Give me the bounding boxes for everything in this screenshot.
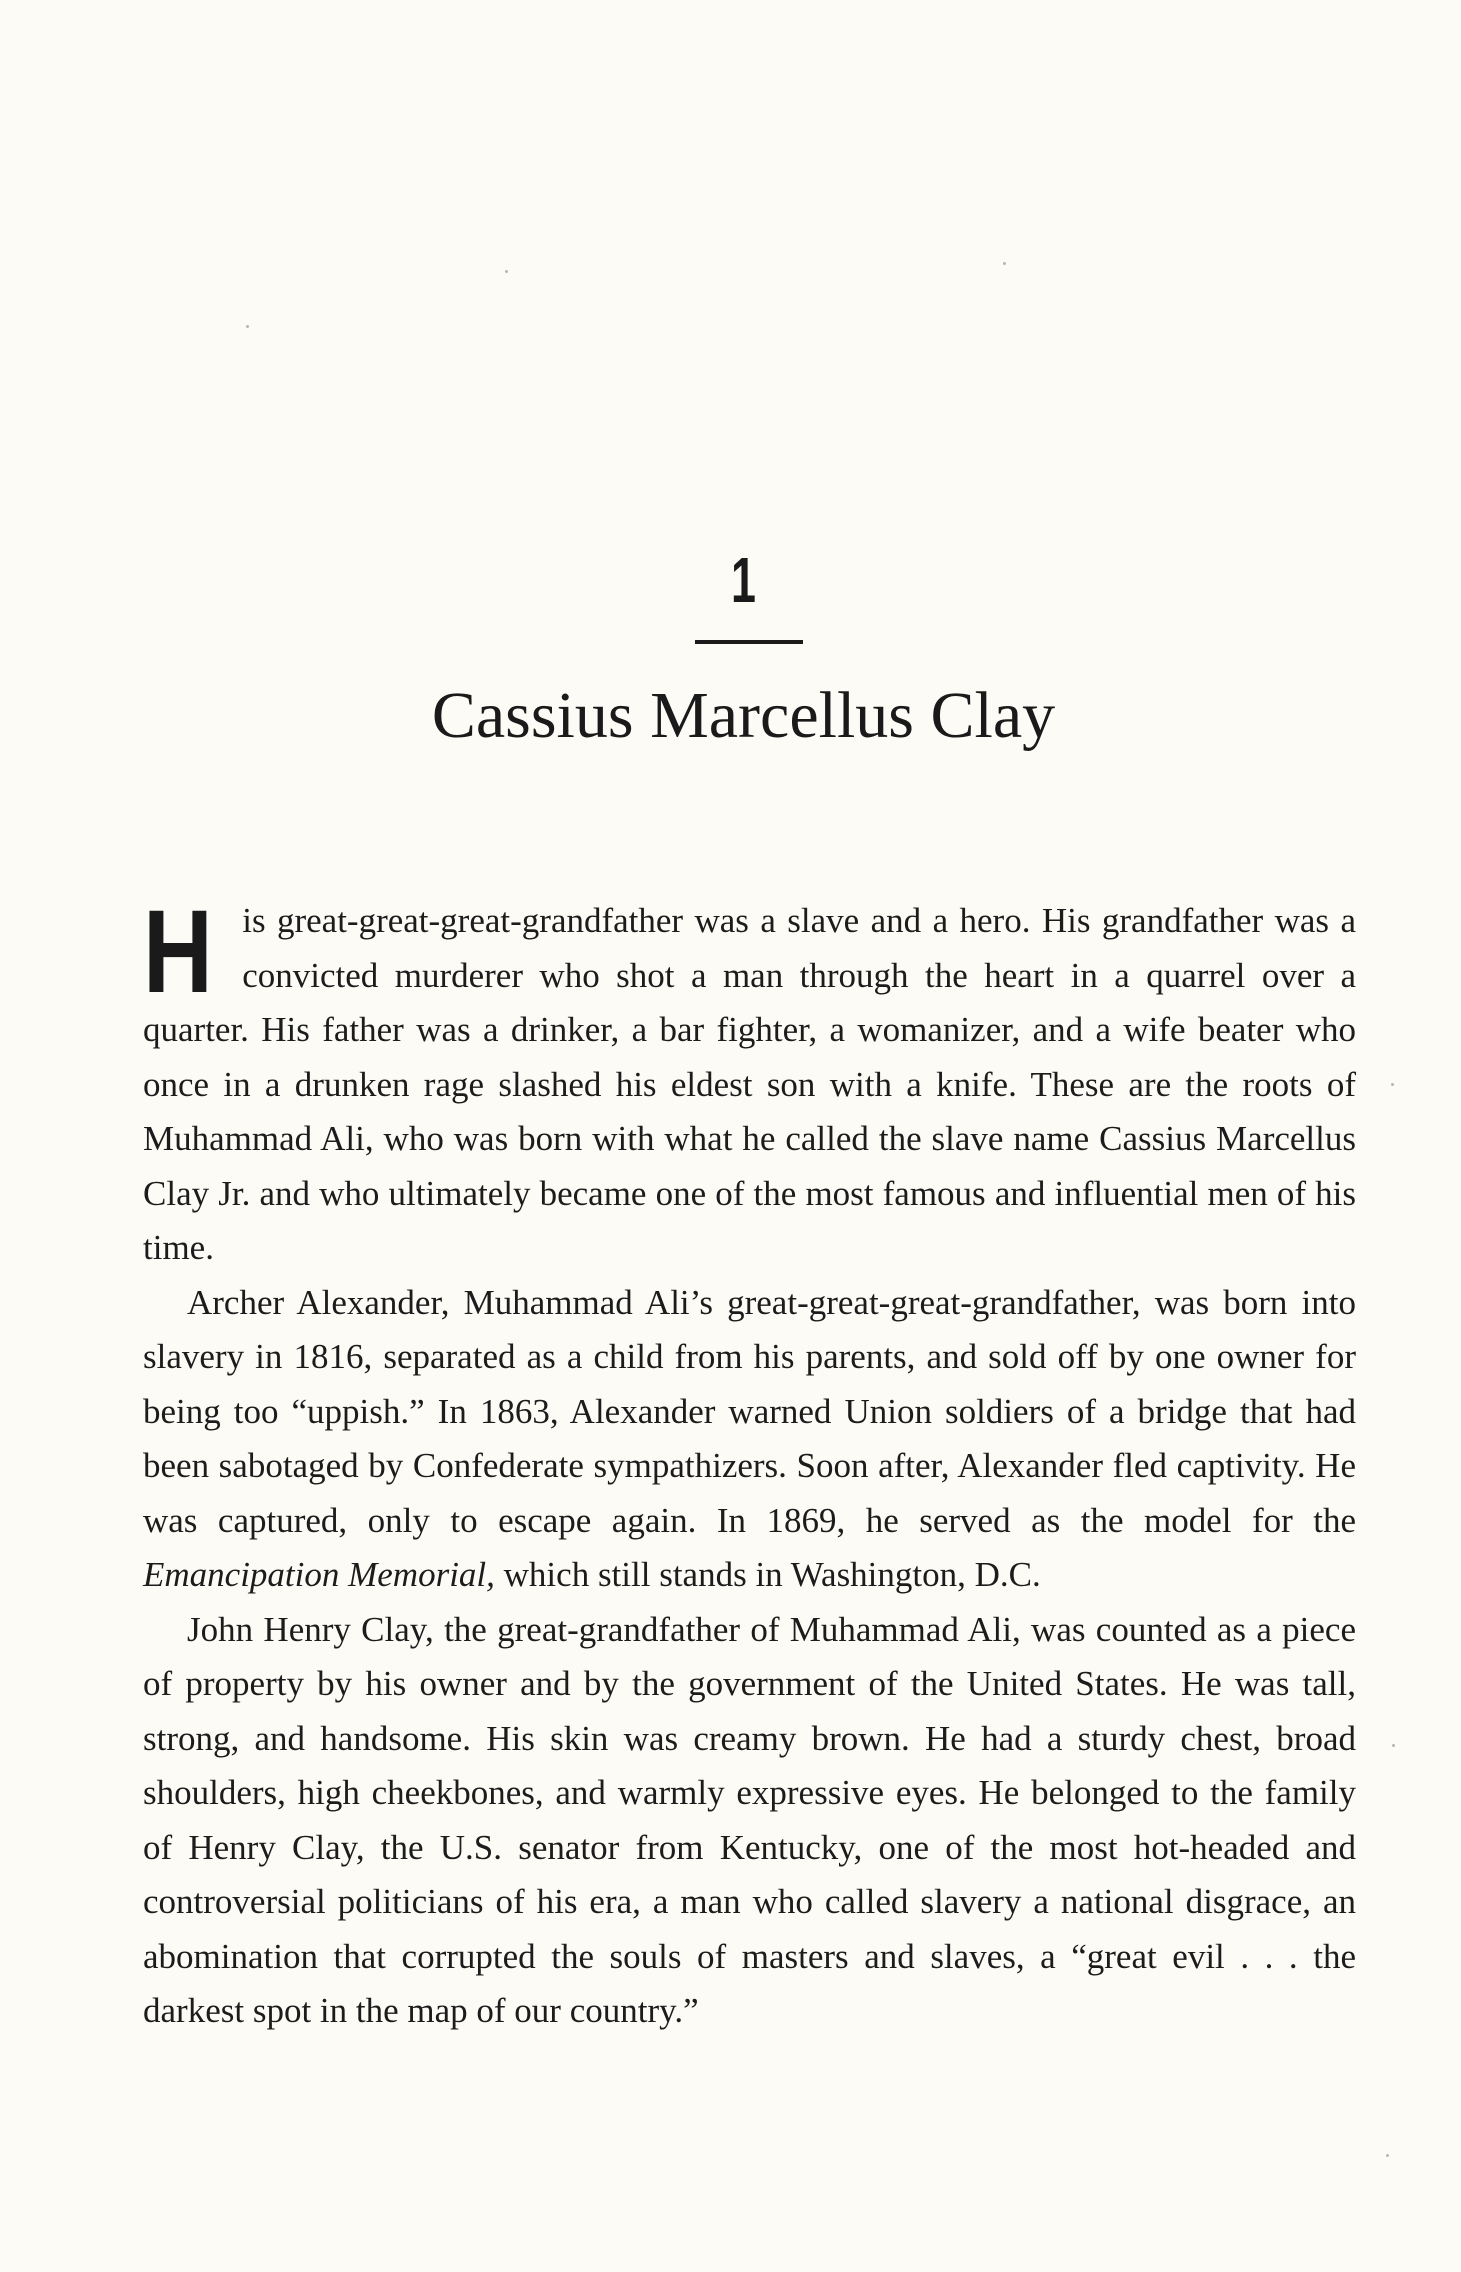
paper-speck: [505, 270, 508, 273]
paper-speck: [1003, 262, 1006, 265]
paper-speck: [1392, 1744, 1395, 1747]
paragraph-2-text-a: Archer Alexander, Muhammad Ali’s great-great-great-grandfather, was born into slavery in 1816, separated as a child from his parents, and sold off by one owner for being too “uppish.” In 1863, Alexander warned Union soldiers of a bridge that had been sabotaged by Confederate sympathizers. Soon after, Alexander fled captivity. He was captured, only to escape again. In 1869, he served as the model for the: [143, 1282, 1356, 1540]
paragraph-3-text: John Henry Clay, the great-grandfather of Muhammad Ali, was counted as a piece of property by his owner and by the government of the United States. He was tall, strong, and handsome. His skin was creamy brown. He had a sturdy chest, broad shoulders, high cheekbones, and warmly expressive eyes. He belonged to the family of Henry Clay, the U.S. senator from Kentucky, one of the most hot-headed and controversial politicians of his era, a man who called slavery a national disgrace, an abomination that corrupted the souls of masters and slaves, a “great evil . . . the darkest spot in the map of our country.”: [143, 1609, 1356, 2030]
chapter-number: 1: [731, 544, 756, 616]
paper-speck: [1391, 1083, 1394, 1086]
chapter-divider: [695, 640, 803, 644]
chapter-body: [143, 886, 1356, 2039]
paragraph-1-text: is great-great-great-grandfather was a slave and a hero. His grandfather was a convicted murderer who shot a man through the heart in a quarrel over a quarter. His father was a drinker, a bar fighter, a womanizer, and a wife beater who once in a drunken rage slashed his eldest son with a knife. These are the roots of Muhammad Ali, who was born with what he called the slave name Cassius Marcellus Clay Jr. and who ultimately became one of the most famous and influential men of his time.: [143, 901, 1356, 1267]
paragraph-1: [143, 886, 1356, 1276]
paper-speck: [246, 325, 249, 328]
drop-cap: H: [143, 886, 213, 1018]
memorial-title: Emancipation Memorial,: [143, 1555, 495, 1594]
paragraph-2: [143, 1276, 1356, 1603]
paragraph-3: [143, 1603, 1356, 2039]
paper-speck: [1386, 2154, 1389, 2157]
chapter-title: Cassius Marcellus Clay: [431, 679, 1056, 752]
paragraph-2-text-b: which still stands in Washington, D.C.: [494, 1555, 1041, 1594]
